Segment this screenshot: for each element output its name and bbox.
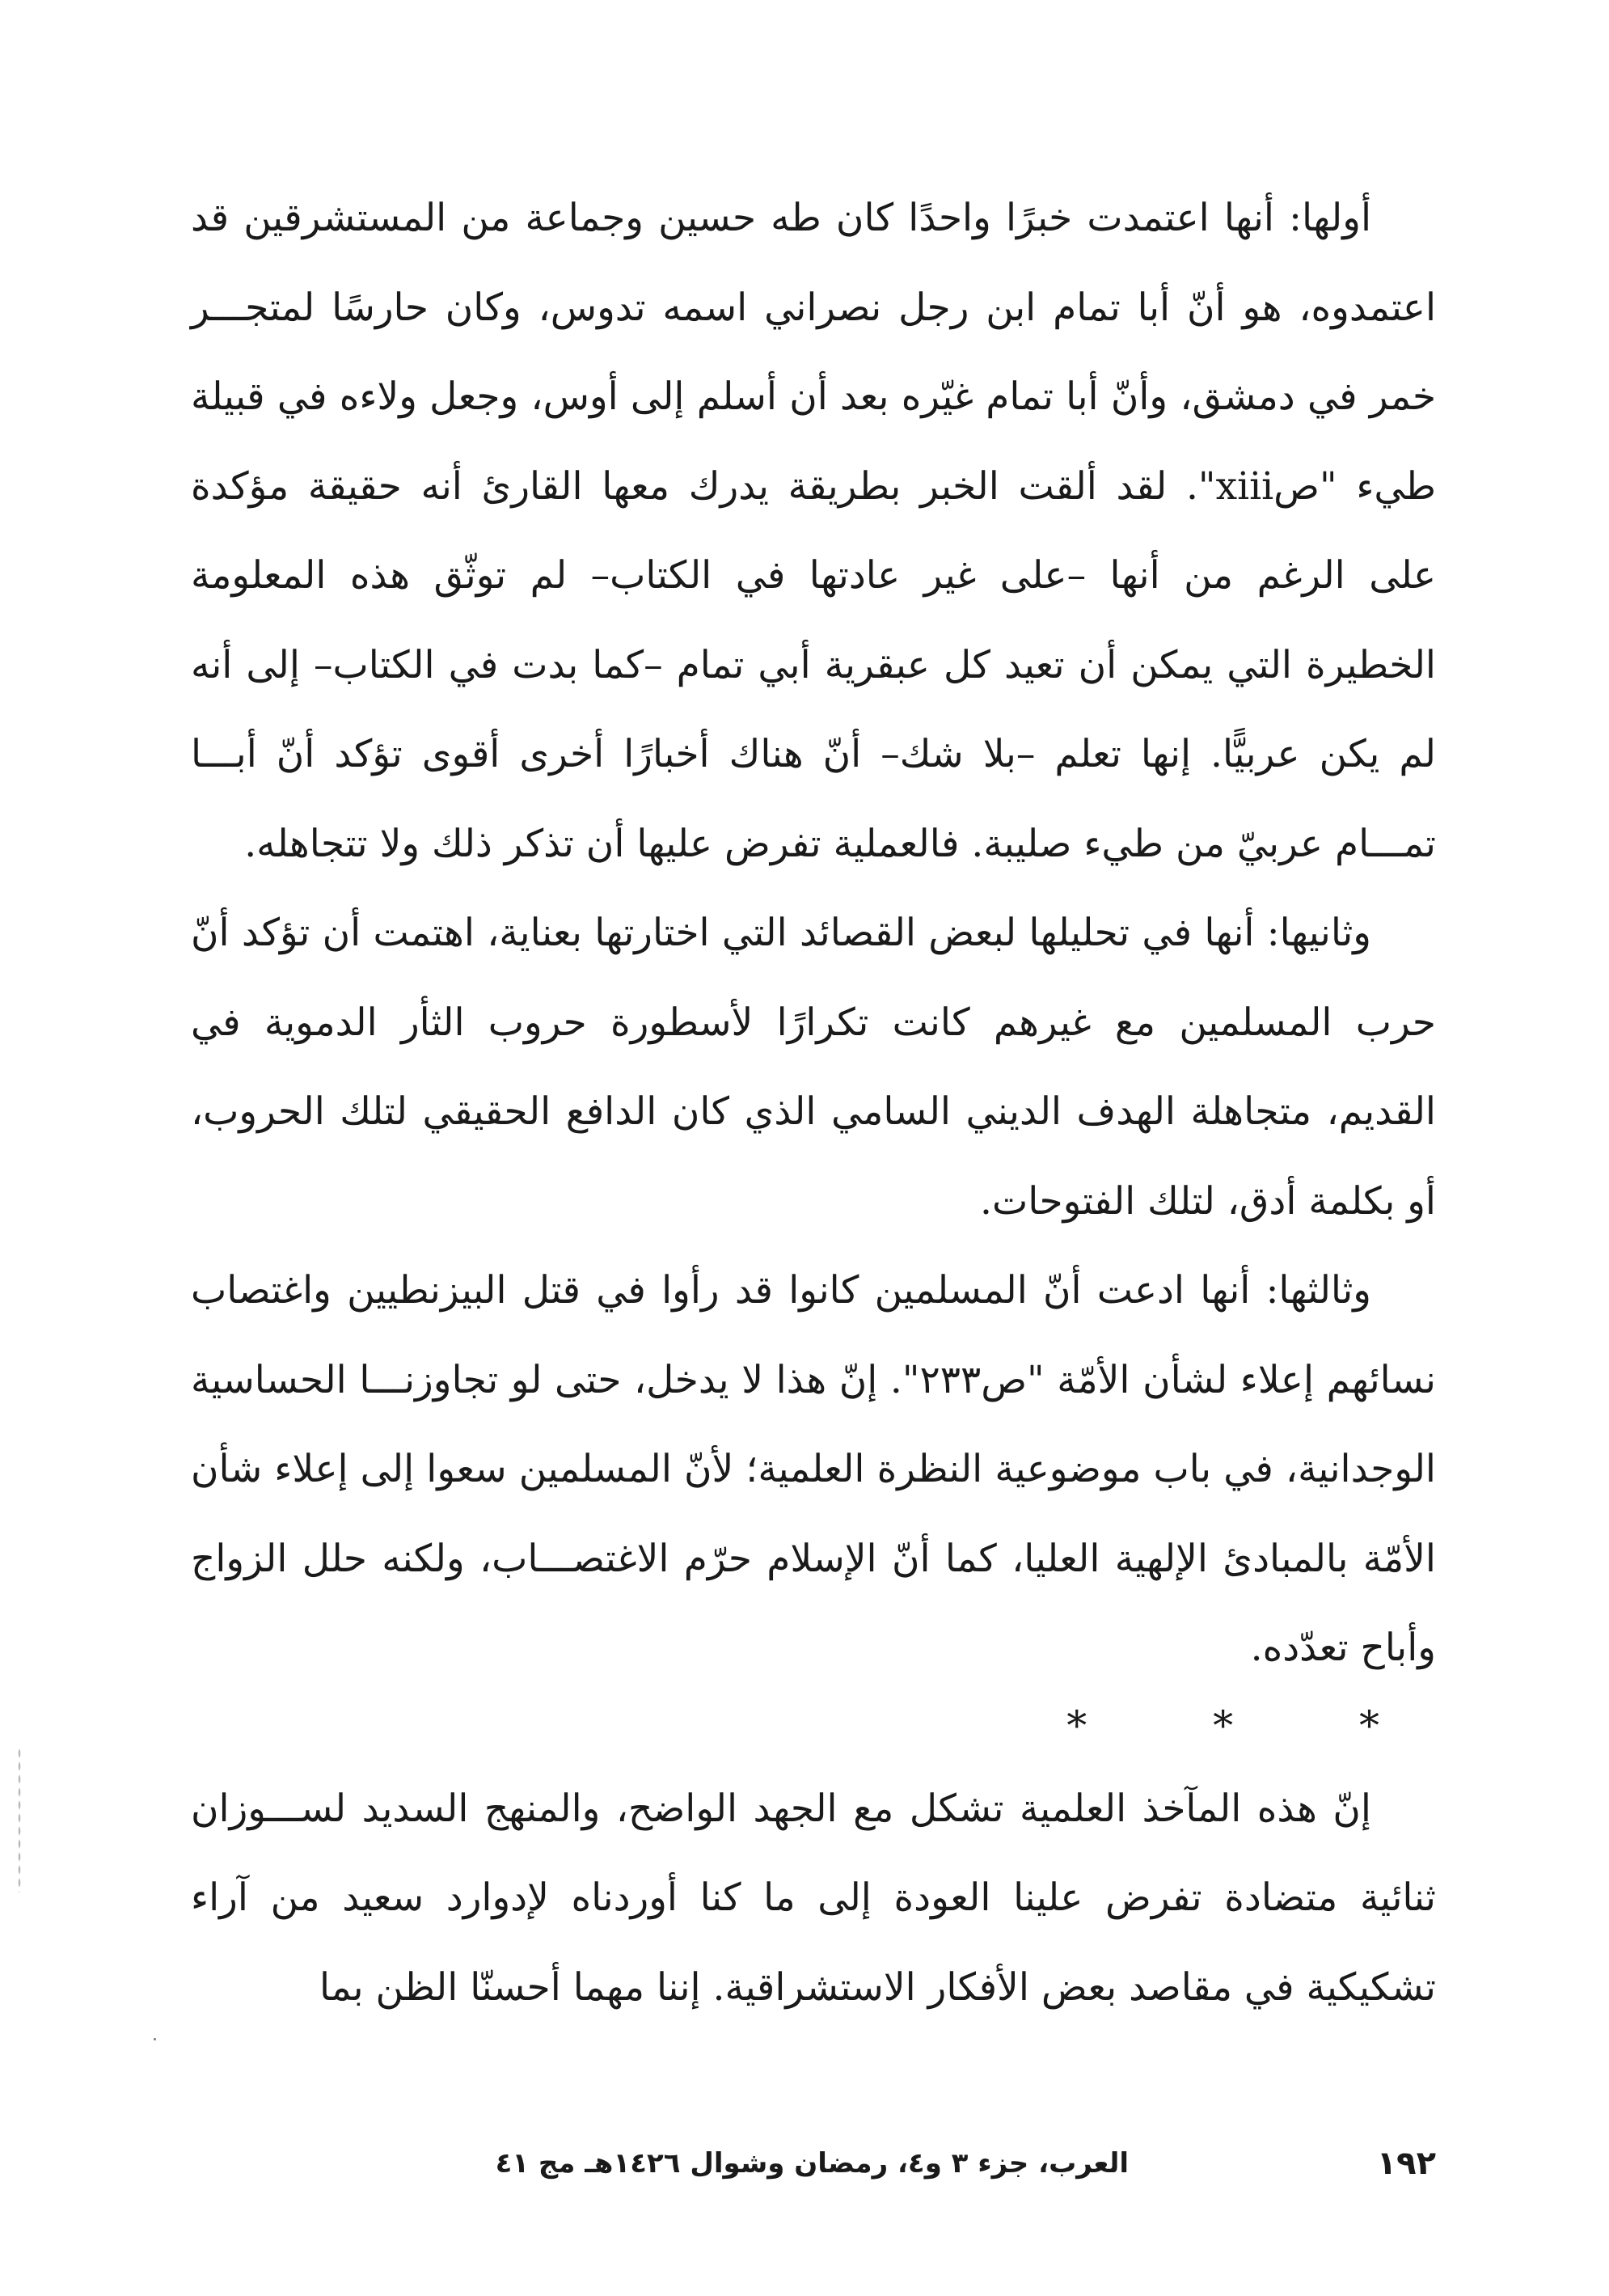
paragraph-third-point: وثالثها: أنها ادعت أنّ المسلمين كانوا قد رأوا في قتل البيزنطيين واغتصاب نسائهم إعلاء لشأن الأمّة "ص٢٣٣". إنّ هذا لا يدخل، حتى لو تجاوزنـــا الحساسية الوجدانية، في باب موضوعية النظرة العلمية؛ لأنّ المسلمين سعوا إلى إعلاء شأن الأمّة بالمبادئ الإلهية العليا، كما أنّ الإسلام حرّم الاغتصـــاب، ولكنه حلل الزواج وأباح تعدّده. — [191, 1268, 1436, 1670]
paragraph-closing: إنّ هذه المآخذ العلمية تشكل مع الجهد الواضح، والمنهج السديد لســـوزان ثنائية متضادة تفرض علينا العودة إلى ما كنا أوردناه لإدوارد سعيد من آراء تشكيكية في مقاصد بعض الأفكار الاستشراقية. إننا مهما أحسنّا الظن بما — [191, 1786, 1436, 2010]
paragraph-second-point: وثانيها: أنها في تحليلها لبعض القصائد التي اختارتها بعناية، اهتمت أن تؤكد أنّ حرب المسلمين مع غيرهم كانت تكرارًا لأسطورة حروب الثأر الدموية في القديم، متجاهلة الهدف الديني السامي الذي كان الدافع الحقيقي لتلك الحروب، أو بكلمة أدق، لتلك الفتوحات. — [191, 911, 1436, 1224]
page-footer — [191, 2139, 1436, 2188]
page-number: ١٩٢ — [1376, 2145, 1436, 2182]
scan-margin-marks — [18, 1747, 21, 1892]
scan-speck — [154, 2038, 156, 2040]
body-text — [191, 174, 1436, 2032]
paragraph-first-point: أولها: أنها اعتمدت خبرًا واحدًا كان طه حسين وجماعة من المستشرقين قد اعتمدوه، هو أنّ أبا تمام ابن رجل نصراني اسمه تدوس، وكان حارسًا لمتجـــر خمر في دمشق، وأنّ أبا تمام غيّره بعد أن أسلم إلى أوس، وجعل ولاءه في قبيلة طيء "صxiii". لقد ألقت الخبر بطريقة يدرك معها القارئ أنه حقيقة مؤكدة على الرغم من أنها –على غير عادتها في الكتاب– لم توثّق هذه المعلومة الخطيرة التي يمكن أن تعيد كل عبقرية أبي تمام –كما بدت في الكتاب– إلى أنه لم يكن عربيًّا. إنها تعلم –بلا شك– أنّ هناك أخبارًا أخرى أقوى تؤكد أنّ أبـــا تمـــام عربيّ من طيء صليبة. فالعملية تفرض عليها أن تذكر ذلك ولا تتجاهله. — [191, 196, 1436, 866]
section-separator: * * * — [1066, 1702, 1436, 1749]
running-head: العرب، جزء ٣ و٤، رمضان وشوال ١٤٢٦هـ مج ٤١ — [495, 2147, 1129, 2180]
